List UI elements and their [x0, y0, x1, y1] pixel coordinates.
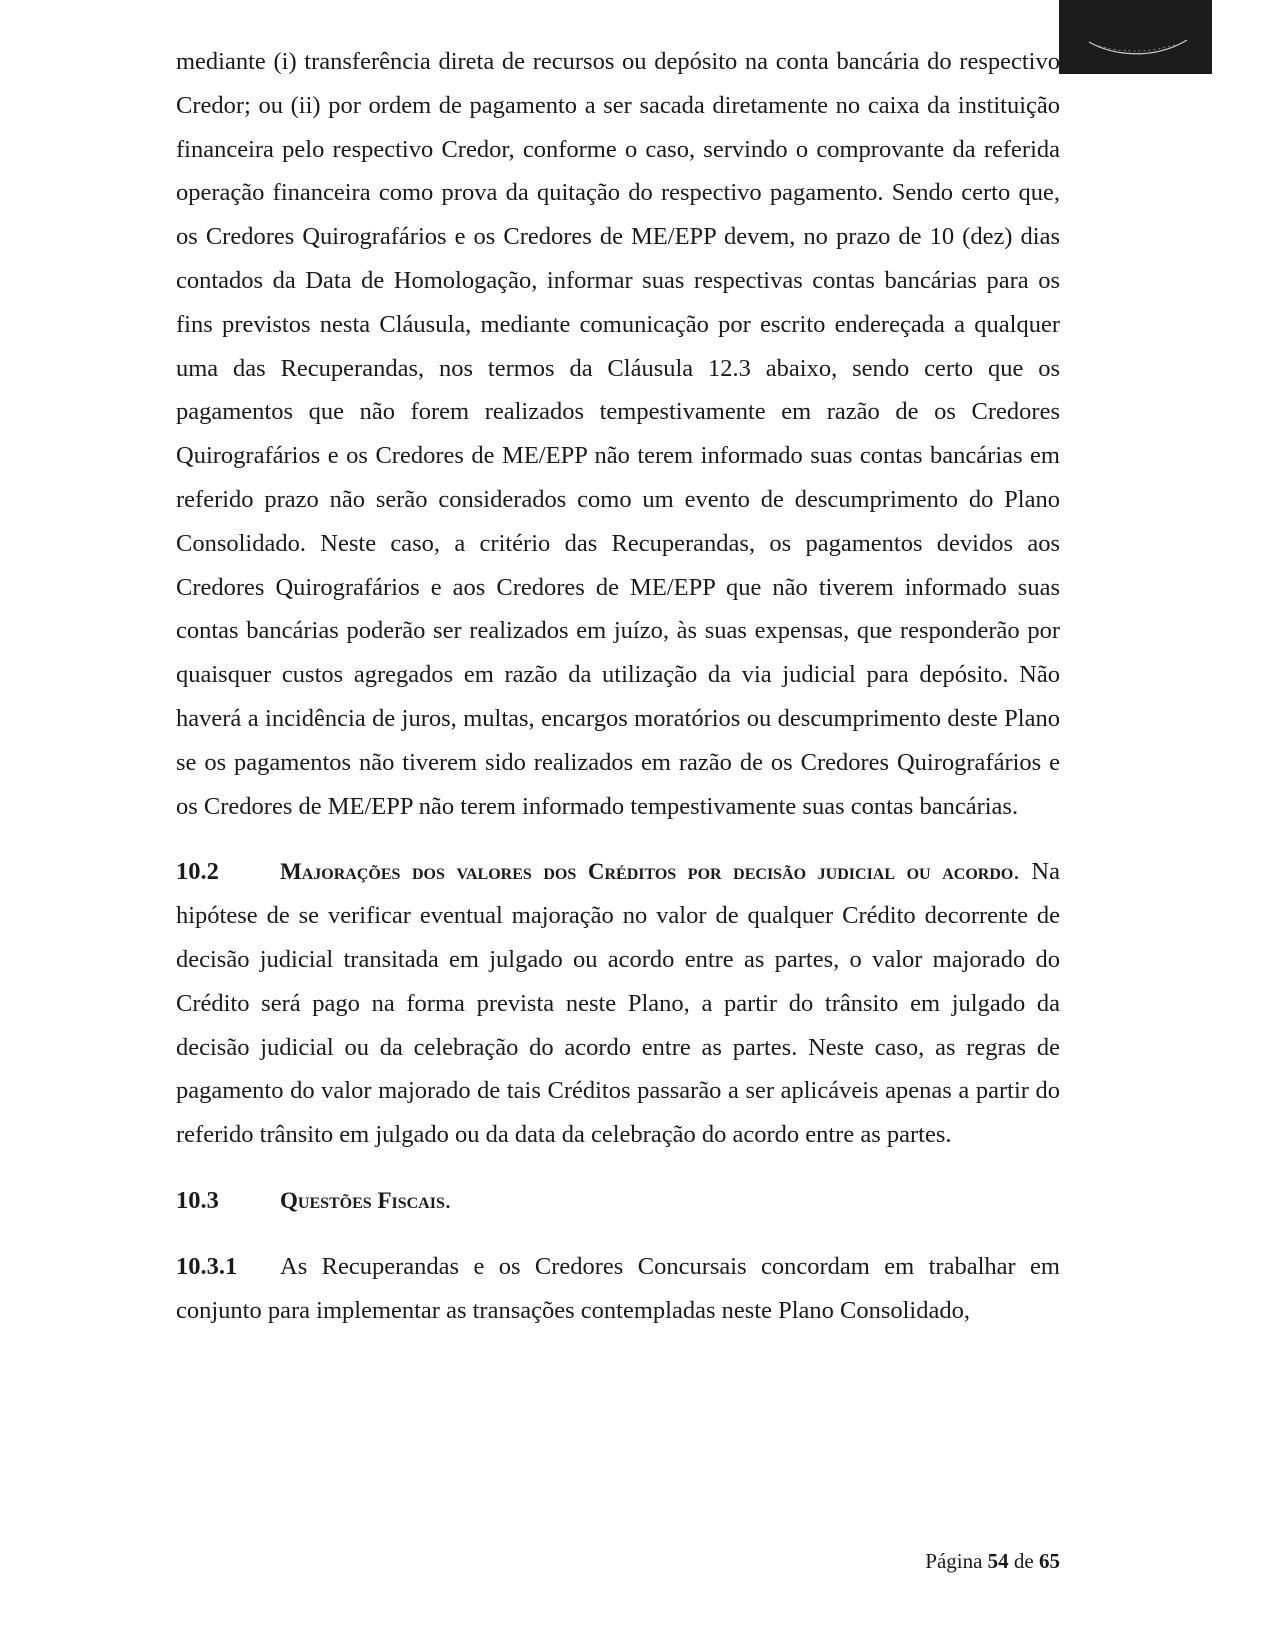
footer-total-pages: 65: [1039, 1549, 1060, 1573]
section-body: As Recuperandas e os Credores Concursais concordam em trabalhar em conjunto para implementar as transações contempladas neste Plano Consolidado,: [176, 1252, 1060, 1324]
footer-middle: de: [1008, 1549, 1039, 1573]
signature-scribble-icon: [1059, 0, 1212, 74]
section-number: 10.3: [176, 1186, 219, 1214]
section-10-3-1: [176, 1245, 1060, 1333]
footer-prefix: Página: [925, 1549, 988, 1573]
footer-page-number: 54: [987, 1549, 1009, 1573]
section-10-2: [176, 850, 1060, 1157]
section-number: 10.3.1: [176, 1252, 238, 1280]
document-body: [176, 40, 1060, 1332]
paragraph-payment-terms: mediante (i) transferência direta de recursos ou depósito na conta bancária do respectivo Credor; ou (ii) por ordem de pagamento a ser sacada diretamente no caixa da instituição financeira pelo respectivo Credor, conforme o caso, servindo o comprovante da referida operação financeira como prova da quitação do respectivo pagamento. Sendo certo que, os Credores Quirografários e os Credores de ME/EPP devem, no prazo de 10 (dez) dias contados da Data de Homologação, informar suas respectivas contas bancárias para os fins previstos nesta Cláusula, mediante comunicação por escrito endereçada a qualquer uma das Recuperandas, nos termos da Cláusula 12.3 abaixo, sendo certo que os pagamentos que não forem realizados tempestivamente em razão de os Credores Quirografários e os Credores de ME/EPP não terem informado suas contas bancárias em referido prazo não serão considerados como um evento de descumprimento do Plano Consolidado. Neste caso, a critério das Recuperandas, os pagamentos devidos aos Credores Quirografários e aos Credores de ME/EPP que não tiverem informado suas contas bancárias poderão ser realizados em juízo, às suas expensas, que responderão por quaisquer custos agregados em razão da utilização da via judicial para depósito. Não haverá a incidência de juros, multas, encargos moratórios ou descumprimento deste Plano se os pagamentos não tiverem sido realizados em razão de os Credores Quirografários e os Credores de ME/EPP não terem informado tempestivamente suas contas bancárias.: [176, 48, 1060, 820]
section-body: Na hipótese de se verificar eventual majoração no valor de qualquer Crédito decorrente de decisão judicial transitada em julgado ou acordo entre as partes, o valor majorado do Crédito será pago na forma prevista neste Plano, a partir do trânsito em julgado da decisão judicial ou da celebração do acordo entre as partes. Neste caso, as regras de pagamento do valor majorado de tais Créditos passarão a ser aplicáveis apenas a partir do referido trânsito em julgado ou da data da celebração do acordo entre as partes.: [176, 858, 1060, 1149]
section-heading: Majorações dos valores dos Créditos por decisão judicial ou acordo: [280, 859, 1014, 885]
section-heading-period: .: [1013, 858, 1020, 886]
page-footer: [0, 1548, 1060, 1574]
section-heading-period: .: [444, 1186, 451, 1214]
corner-logo-mark: [1059, 0, 1212, 74]
section-10-3: [176, 1179, 1060, 1223]
section-number: 10.2: [176, 858, 219, 886]
section-heading: Questões Fiscais: [280, 1187, 445, 1213]
